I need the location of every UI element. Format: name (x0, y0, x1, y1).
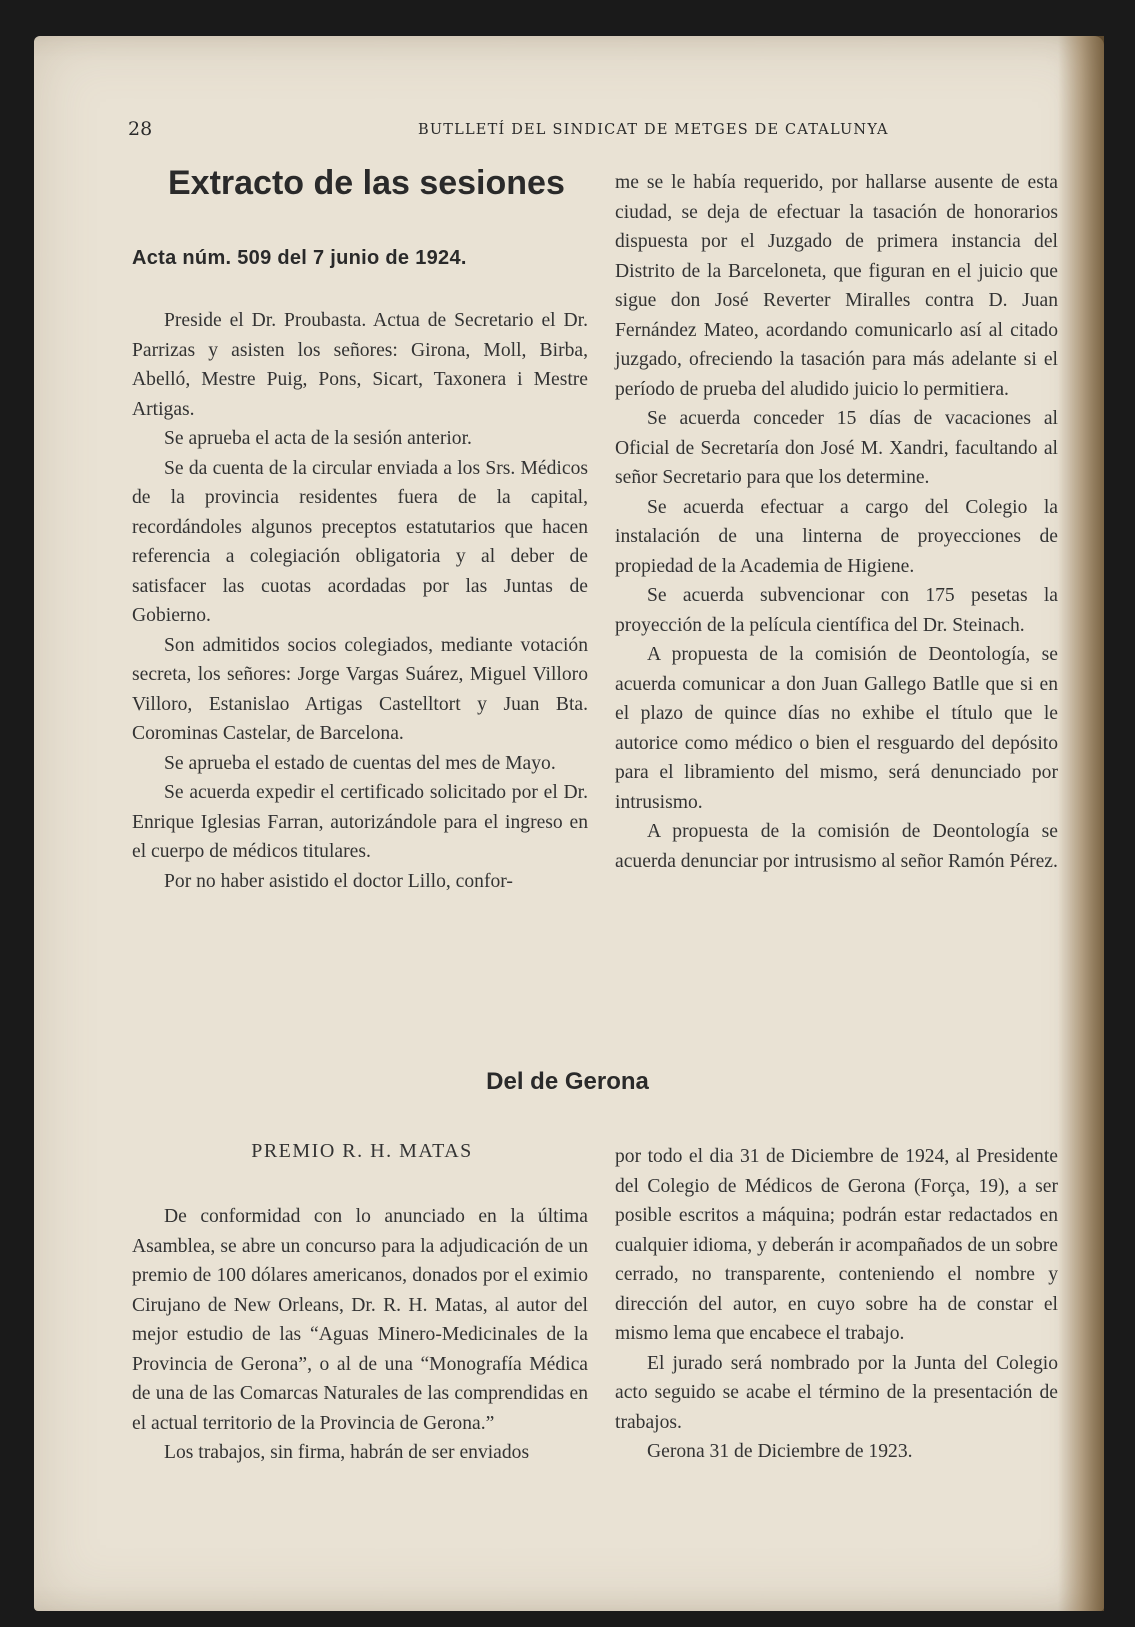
paragraph: Los trabajos, sin firma, habrán de ser enviados (164, 1442, 530, 1463)
paragraph: Por no haber asistido el doctor Lillo, confor- (164, 870, 513, 892)
page-spine-shadow (1058, 36, 1104, 1611)
paragraph: El jurado será nombrado por la Junta del Colegio acto seguido se acabe el término de la presentación de trabajos. (615, 1352, 1058, 1433)
paragraph: De conformidad con lo anunciado en la última Asamblea, se abre un concurso para la adjudicación de un premio de 100 dólares americanos, donados por el eximio Cirujano de New Orleans, Dr. R. H. Matas, al autor del mejor estudio de las “Aguas Minero-Medicinales de la Provincia de Gerona”, o al de una “Monografía Médica de una de las Comarcas Naturales de las comprendidas en el actual territorio de la Provincia de Gerona.” (132, 1206, 588, 1434)
section2-left-column (132, 1202, 588, 1468)
paragraph: Se acuerda efectuar a cargo del Colegio la instalación de una linterna de proyecciones de propiedad de la Academia de Higiene. (615, 496, 1058, 577)
page-number: 28 (128, 118, 153, 140)
running-header (128, 118, 898, 142)
section1-right-column (615, 168, 1058, 876)
section-title-gerona: Del de Gerona (486, 1068, 649, 1095)
paragraph: Se acuerda subvencionar con 175 pesetas la proyección de la película científica del Dr. Steinach. (615, 585, 1058, 636)
paragraph: A propuesta de la comisión de Deontología se acuerda denunciar por intrusismo al señor Ramón Pérez. (615, 821, 1058, 872)
section-subtitle: Acta núm. 509 del 7 junio de 1924. (132, 247, 467, 269)
paragraph-continuation: por todo el dia 31 de Diciembre de 1924, al Presidente del Colegio de Médicos de Gerona (Força, 19), a ser posible escritos a máquina; podrán estar redactados en cualquier idioma, y deberán ir acompañados de un sobre cerrado, no transparente, conteniendo el nombre y dirección del autor, en cuyo sobre ha de constar el mismo lema que encabece el trabajo. (615, 1146, 1058, 1344)
paragraph: Se acuerda expedir el certificado solicitado por el Dr. Enrique Iglesias Farran, autorizándole para el ingreso en el cuerpo de médicos titulares. (132, 782, 588, 862)
paragraph: Preside el Dr. Proubasta. Actua de Secretario el Dr. Parrizas y asisten los señores: Girona, Moll, Birba, Abelló, Mestre Puig, Pons, Sicart, Taxonera i Mestre Artigas. (132, 310, 588, 420)
paragraph: Gerona 31 de Diciembre de 1923. (647, 1441, 913, 1462)
section1-left-column (132, 306, 588, 896)
paragraph: Se aprueba el acta de la sesión anterior. (164, 428, 472, 449)
section-title: Extracto de las sesiones (168, 164, 565, 202)
paragraph: Son admitidos socios colegiados, mediante votación secreta, los señores: Jorge Vargas Suárez, Miguel Villoro Villoro, Estanislao Artigas Castelltort y Juan Bta. Corominas Castelar, de Barcelona. (132, 634, 588, 744)
running-title: BUTLLETÍ DEL SINDICAT DE METGES DE CATALUNYA (418, 122, 889, 138)
paragraph: Se acuerda conceder 15 días de vacaciones al Oficial de Secretaría don José M. Xandri, facultando al señor Secretario para que los determine. (615, 408, 1058, 488)
paragraph-continuation: me se le había requerido, por hallarse ausente de esta ciudad, se deja de efectuar la tasación de honorarios dispuesta por el Juzgado de primera instancia del Distrito de la Barceloneta, que figuran en el juicio que sigue don José Reverter Miralles contra D. Juan Fernández Mateo, acordando comunicarlo así al citado juzgado, ofreciendo la tasación para más adelante si el período de prueba del aludido juicio lo permitiera. (615, 172, 1058, 400)
paragraph: Se aprueba el estado de cuentas del mes de Mayo. (164, 752, 556, 774)
paragraph: Se da cuenta de la circular enviada a los Srs. Médicos de la provincia residentes fuera de la capital, recordándoles algunos preceptos estatutarios que hacen referencia a colegiación obligatoria y al deber de satisfacer las cuotas acordadas por las Juntas de Gobierno. (132, 457, 588, 626)
paragraph: A propuesta de la comisión de Deontología, se acuerda comunicar a don Juan Gallego Batlle que si en el plazo de quince días no exhibe el título que le autorice como médico o bien el resguardo del depósito para el libramiento del mismo, será denunciado por intrusismo. (615, 644, 1058, 813)
section2-right-column (615, 1142, 1058, 1467)
prize-heading: PREMIO R. H. MATAS (251, 1140, 473, 1162)
